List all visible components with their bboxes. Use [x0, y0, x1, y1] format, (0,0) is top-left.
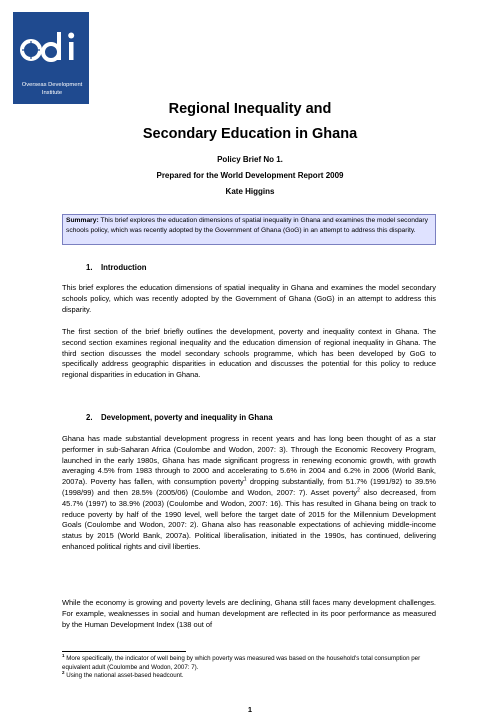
- document-title-line-1: Regional Inequality and: [168, 101, 332, 117]
- paragraph-development-2: While the economy is growing and poverty levels are declining, Ghana still faces many development challenges. For example, weaknesses in social and human development are reflected in its poor performance as measured by the Human Development Index (138 out of: [62, 598, 436, 629]
- footnote-mark: 2: [62, 670, 65, 676]
- summary-label: Summary:: [66, 217, 99, 224]
- section-number: 2.: [86, 413, 93, 422]
- odi-wordmark-icon: [20, 28, 82, 68]
- paragraph-text: also decreased, from 45.7% (1997) to 38.9% (2003) (Coulombe and Wodon, 2007: 16). This has resulted in Ghana being on track to reduce poverty by half of the 1990 level, well before the target date of 2015 for the Millennium Development Goals (Coulombe and Wodon, 2007: 2). Ghana also has reasonable expectations of achieving middle-income status by 2015 (World Bank, 2007a). Political liberalisation, initiated in the 1990s, has continued, delivering enhanced political rights and civil liberties.: [62, 487, 436, 551]
- footnote-2: [62, 672, 436, 681]
- section-number: 1.: [86, 263, 93, 272]
- section-heading-introduction: [86, 263, 146, 273]
- footnote-text: Using the national asset-based headcount.: [64, 672, 184, 680]
- author: Kate Higgins: [225, 187, 275, 196]
- odi-logo: [13, 12, 89, 104]
- summary-box: [62, 214, 436, 245]
- footnote-divider: [62, 651, 186, 652]
- footnotes: [62, 652, 436, 681]
- logo-line-1: Overseas Development: [21, 82, 83, 88]
- footnote-ref-1[interactable]: 1: [243, 476, 247, 483]
- section-heading-development: [86, 413, 273, 423]
- paragraph-development-1: [62, 434, 436, 553]
- logo-line-2: Institute: [41, 89, 63, 96]
- paragraph-intro-1: This brief explores the education dimensions of spatial inequality in Ghana and examines the model secondary schools policy, which was recently adopted by the Government of Ghana (GoG) in an attempt to address this disparity.: [62, 283, 436, 314]
- paragraph-text: Ghana has made substantial development progress in recent years and has long been thought of as a star performer in sub-Saharan Africa (Coulombe and Wodon, 2007: 3). Through the Economic Recovery Program, launched in the early 1980s, Ghana has made significant progress in renewing economic growth, with growth averaging 4.5% from 1983 through to 2000 and accelerating to 5.6% in 2004 and 6.2% in 2006 (World Bank, 2007a). Poverty has fallen, with consumption poverty: [62, 434, 436, 487]
- paragraph-text: dropping substantially, from 51.7% (1991/92) to 39.5% (1998/99) and then 28.5% (2005/06) (Coulombe and Wodon, 2007: 7). Asset poverty: [62, 477, 436, 497]
- footnote-1: [62, 652, 436, 672]
- section-title: Development, poverty and inequality in Ghana: [101, 413, 273, 422]
- document-title-line-2: Secondary Education in Ghana: [142, 126, 358, 142]
- footnote-text: More specifically, the indicator of well being by which poverty was measured was based on the household's total consumption per equivalent adult (Coulombe and Wodon, 2007: 7).: [62, 655, 421, 671]
- paragraph-intro-2: The first section of the brief briefly outlines the development, poverty and inequality context in Ghana. The second section examines regional inequality and the education dimension of regional inequality in Ghana. The third section discusses the model secondary schools programme, which has been developed by GoG to specifically address geographic disparities in education and discusses the potential for this policy to reduce regional disparities in education in Ghana.: [62, 327, 436, 380]
- summary-text: This brief explores the education dimensions of spatial inequality in Ghana and examines the model secondary schools policy, which was recently adopted by the Government of Ghana (GoG) in an attempt to address this disparity.: [66, 217, 428, 234]
- footnote-ref-2[interactable]: 2: [357, 487, 360, 494]
- page-number: 1: [247, 705, 253, 714]
- section-title: Introduction: [101, 263, 147, 272]
- policy-brief-number: Policy Brief No 1.: [217, 155, 283, 164]
- prepared-for: Prepared for the World Development Report 2009: [156, 171, 344, 180]
- footnote-mark: 1: [62, 652, 65, 658]
